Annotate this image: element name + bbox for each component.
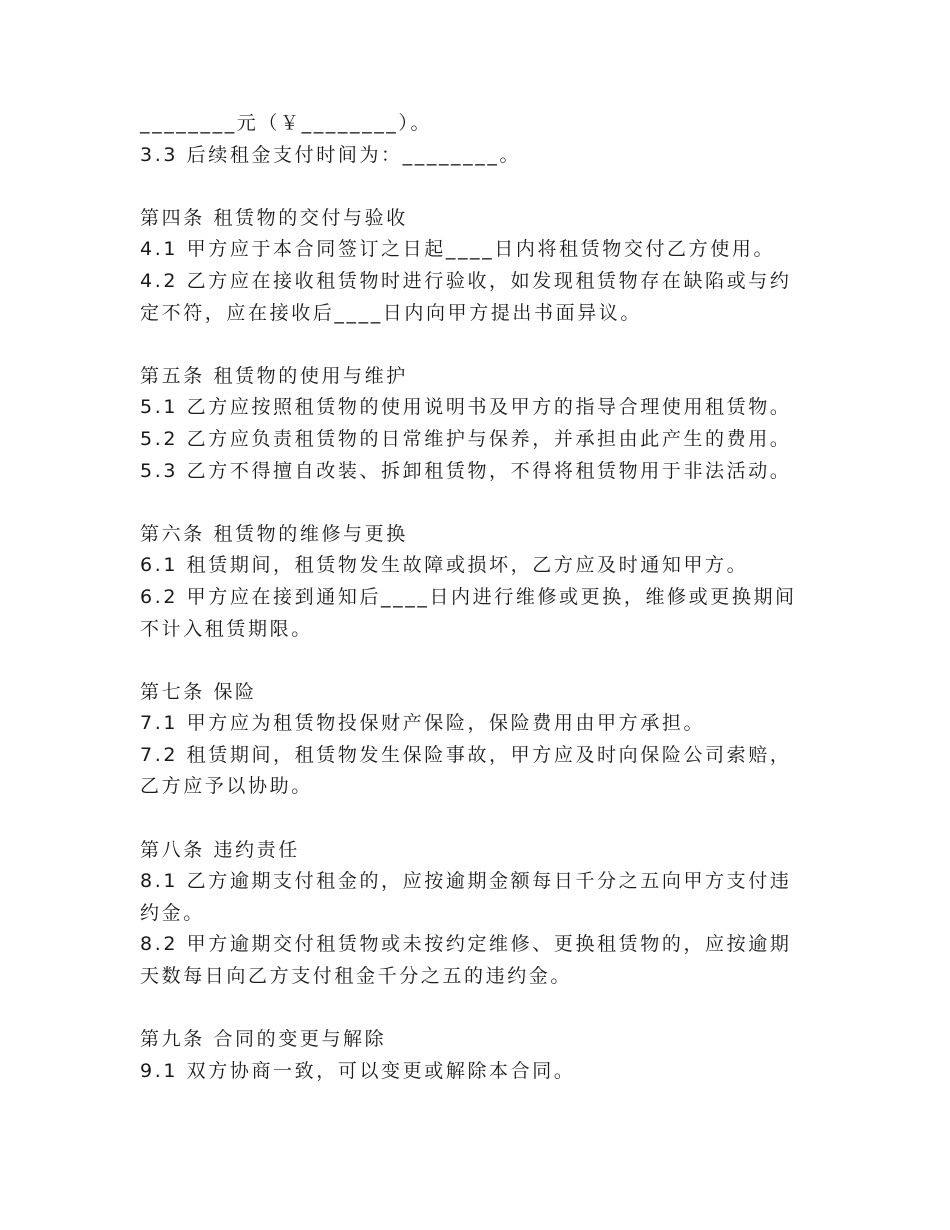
text-line: 9.1 双方协商一致，可以变更或解除本合同。 <box>140 1059 576 1082</box>
paragraph-gap <box>140 487 810 519</box>
text-line: 乙方应予以协助。 <box>140 775 313 798</box>
text-line: 天数每日向乙方支付租金千分之五的违约金。 <box>140 965 573 988</box>
section-heading: 第六条 租赁物的维修与更换 <box>140 522 408 545</box>
text-line: 8.1 乙方逾期支付租金的，应按逾期金额每日千分之五向甲方支付违 <box>140 870 792 893</box>
text-line: 6.1 租赁期间，租赁物发生故障或损坏，乙方应及时通知甲方。 <box>140 554 749 577</box>
text-line: 7.1 甲方应为租赁物投保财产保险，保险费用由甲方承担。 <box>140 712 706 735</box>
text-line: 6.2 甲方应在接到通知后____日内进行维修或更换，维修或更换期间 <box>140 585 797 608</box>
text-line: 3.3 后续租金支付时间为：________。 <box>140 143 522 166</box>
paragraph-gap <box>140 171 810 203</box>
text-line: 4.2 乙方应在接收租赁物时进行验收，如发现租赁物存在缺陷或与约 <box>140 269 792 292</box>
text-line: 定不符，应在接收后____日内向甲方提出书面异议。 <box>140 301 643 324</box>
section-heading: 第七条 保险 <box>140 680 257 703</box>
section-heading: 第八条 违约责任 <box>140 838 300 861</box>
paragraph-gap <box>140 645 810 677</box>
section-heading: 第四条 租赁物的交付与验收 <box>140 206 408 229</box>
document-page <box>140 108 810 1087</box>
paragraph-gap <box>140 329 810 361</box>
text-line: ________元（￥________）。 <box>140 112 433 134</box>
text-line: 约金。 <box>140 901 205 924</box>
text-line: 5.3 乙方不得擅自改装、拆卸租赁物，不得将租赁物用于非法活动。 <box>140 459 792 482</box>
text-line: 5.1 乙方应按照租赁物的使用说明书及甲方的指导合理使用租赁物。 <box>140 396 792 419</box>
paragraph-gap <box>140 803 810 835</box>
text-line: 8.2 甲方逾期交付租赁物或未按约定维修、更换租赁物的，应按逾期 <box>140 933 792 956</box>
text-line: 不计入租赁期限。 <box>140 617 313 640</box>
text-line: 7.2 租赁期间，租赁物发生保险事故，甲方应及时向保险公司索赔， <box>140 743 792 766</box>
paragraph-gap <box>140 993 810 1025</box>
text-line: 5.2 乙方应负责租赁物的日常维护与保养，并承担由此产生的费用。 <box>140 427 792 450</box>
text-line: 4.1 甲方应于本合同签订之日起____日内将租赁物交付乙方使用。 <box>140 238 776 261</box>
section-heading: 第九条 合同的变更与解除 <box>140 1028 387 1051</box>
section-heading: 第五条 租赁物的使用与维护 <box>140 364 408 387</box>
